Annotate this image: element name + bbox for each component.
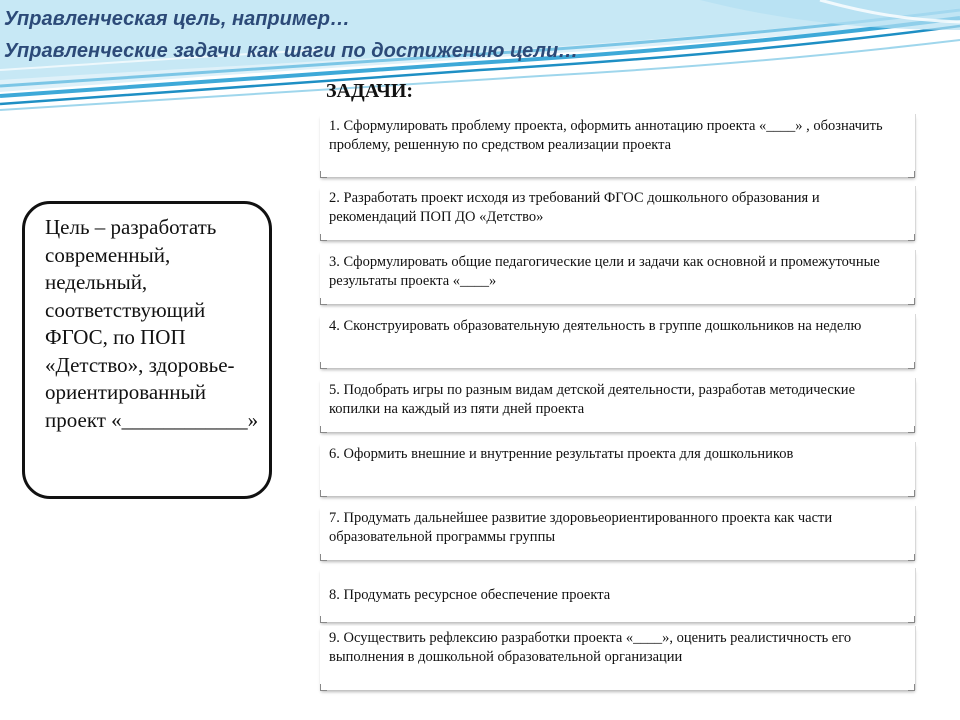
goal-box bbox=[22, 201, 272, 499]
task-text: 8. Продумать ресурсное обеспечение проекта bbox=[329, 586, 611, 603]
task-text: 2. Разработать проект исходя из требований ФГОС дошкольного образования и рекомендаций ПОП ДО «Детство» bbox=[329, 190, 820, 225]
task-text: 4. Сконструировать образовательную деятельность в группе дошкольников на неделю bbox=[329, 318, 862, 334]
task-item-1 bbox=[320, 114, 916, 177]
task-text: 6. Оформить внешние и внутренние результаты проекта для дошкольников bbox=[329, 446, 794, 462]
slide-title-line2: Управленческие задачи как шаги по достижению цели… bbox=[4, 40, 579, 62]
task-item-7 bbox=[320, 506, 916, 560]
task-item-4 bbox=[320, 314, 916, 368]
slide-title-line1: Управленческая цель, например… bbox=[4, 8, 350, 30]
task-item-9 bbox=[320, 626, 916, 690]
task-item-8 bbox=[320, 568, 916, 622]
task-text: 3. Сформулировать общие педагогические цели и задачи как основной и промежуточные результаты проекта «____» bbox=[329, 254, 880, 289]
tasks-heading: ЗАДАЧИ: bbox=[326, 80, 414, 102]
task-item-3 bbox=[320, 250, 916, 304]
task-text: 9. Осуществить рефлексию разработки проекта «____», оценить реалистичность его выполнения в дошкольной образовательной организации bbox=[329, 630, 852, 665]
task-text: 7. Продумать дальнейшее развитие здоровьеориентированного проекта как части образовательной программы группы bbox=[329, 510, 833, 545]
task-item-6 bbox=[320, 442, 916, 496]
task-text: 5. Подобрать игры по разным видам детской деятельности, разработав методические копилки на каждый из пяти дней проекта bbox=[329, 382, 856, 417]
task-item-5 bbox=[320, 378, 916, 432]
task-item-2 bbox=[320, 186, 916, 240]
task-text: 1. Сформулировать проблему проекта, оформить аннотацию проекта «____» , обозначить проблему, решенную по средством реализации проекта bbox=[329, 118, 883, 153]
goal-text: Цель – разработать современный, недельный, соответствующий ФГОС, по ПОП «Детство», здоровье-ориентированный проект «____________» bbox=[45, 215, 259, 432]
